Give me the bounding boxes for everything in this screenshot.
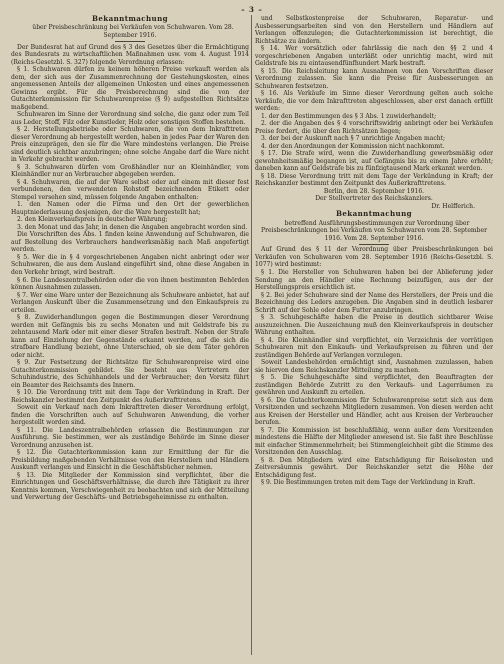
- signature-title: Der Stellvertreter des Reichskanzlers.: [315, 195, 433, 203]
- right-heading: Bekanntmachung: [335, 209, 413, 219]
- paragraph: § 12. Die Gutachterkommission kann zur Ermittlung der für die Preisbildung maßgebenden Verhältnisse von den Herstellern und Händlern Auskunft verlangen und Einsicht in die Geschäftsbücher nehmen.: [11, 449, 249, 472]
- signature-name: Dr. Helfferich.: [431, 202, 475, 210]
- paragraph: Der Bundesrat hat auf Grund des § 3 des Gesetzes über die Ermächtigung des Bundesrats zu wirtschaftlichen Maßnahmen usw. vom 4. August 1914 (Reichs-Gesetzbl. S. 327) folgende Verordnung erlassen:: [11, 43, 249, 66]
- paragraph: § 16. Als Verkäufe im Sinne dieser Verordnung gelten auch solche Verkäufe, die vor dem Inkrafttreten abgeschlossen, aber erst danach erfüllt werden:: [255, 90, 493, 113]
- paragraph: 1. der den Bestimmungen des § 3 Abs. 1 zuwiderhandelt;: [261, 112, 437, 120]
- paragraph: § 6. Die Gutachterkommission für Schuhwarenpreise setzt sich aus dem Vorsitzenden und sechzehn Mitgliedern zusammen. Von diesen werden acht aus Kreisen der Hersteller und Händler, acht aus Kreisen der Verbraucher berufen.: [255, 396, 493, 427]
- paragraph: § 17. Die Strafe wird, wenn die Zuwiderhandlung gewerbsmäßig oder gewohnheitsmäßig begangen ist, auf Gefängnis bis zu einem Jahre erhöht; daneben kann auf Geldstrafe bis zu fünfzigtausend Mark erkannt werden.: [255, 150, 493, 173]
- paragraph: 2. den Kleinverkaufspreis in deutscher Währung;: [17, 216, 168, 224]
- left-column: [11, 15, 249, 655]
- paragraph: § 10. Die Verordnung tritt mit dem Tage der Verkündung in Kraft. Der Reichskanzler bestimmt den Zeitpunkt des Außerkrafttretens.: [11, 389, 249, 404]
- paragraph: § 3. Schuhwaren dürfen vom Großhändler nur an Kleinhändler, vom Kleinhändler nur an Verbraucher abgegeben werden.: [11, 163, 249, 179]
- paragraph: 2. der die Angaben des § 4 vorschriftswidrig anbringt oder bei Verkäufen Preise fordert, die über den Richtsätzen liegen;: [255, 120, 493, 135]
- right-subheading: betreffend Ausführungsbestimmungen zur Verordnung über Preisbeschränkungen bei Verkäufen von Schuhwaren vom 28. September 1916. Vom 28. September 1916.: [261, 219, 487, 242]
- paragraph: § 15. Die Reichsleitung kann Ausnahmen von den Vorschriften dieser Verordnung zulassen. Sie kann die Preise für Ausbesserungen an Schuhwaren festsetzen.: [255, 67, 493, 90]
- paragraph: 3. der bei der Auskunft nach § 7 unrichtige Angaben macht;: [261, 135, 446, 143]
- paragraph: § 8. Zuwiderhandlungen gegen die Bestimmungen dieser Verordnung werden mit Gefängnis bis zu sechs Monaten und mit Geldstrafe bis zu zehntausend Mark oder mit einer dieser Strafen bestraft. Neben der Strafe kann auf Einziehung der Gegenstände erkannt werden, auf die sich die strafbare Handlung bezieht, ohne Unterschied, ob sie dem Täter gehören oder nicht.: [11, 314, 249, 359]
- right-intro-paragraphs: [255, 15, 493, 188]
- paragraph: § 8. Den Mitgliedern wird eine Entschädigung für Reisekosten und Zeitversäumnis gewährt. Der Reichskanzler setzt die Höhe der Entschädigung fest.: [255, 456, 493, 479]
- paragraph: § 2. Bei jeder Schuhware sind der Name des Herstellers, der Preis und die Bezeichnung des Leders anzugeben. Die Angaben sind in deutlich lesbarer Schrift auf der Sohle oder dem Futter anzubringen.: [255, 291, 493, 314]
- paragraph: § 3. Schuhgeschäfte haben die Preise in deutlich sichtbarer Weise auszuzeichnen. Die Auszeichnung muß den Kleinverkaufspreis in deutscher Währung enthalten.: [255, 314, 493, 337]
- paragraph: Schuhwaren im Sinne der Verordnung sind solche, die ganz oder zum Teil aus Leder, Stoff, Filz oder Kunstleder, Holz oder sonstigen Stoffen bestehen.: [11, 111, 249, 126]
- paragraph: § 1. Schuhwaren dürfen zu keinem höheren Preise verkauft werden als dem, der sich aus der Zusammenrechnung der Gestehungskosten, eines angemessenen Anteils der allgemeinen Unkosten und eines angemessenen Gewinns ergibt. Für die Preisberechnung sind die von der Gutachterkommission für Schuhwarenpreise (§ 9) aufgestellten Richtsätze maßgebend.: [11, 66, 249, 111]
- left-heading: Bekanntmachung: [91, 15, 169, 23]
- paragraph: 3. den Monat und das Jahr, in denen die Angaben angebracht worden sind.: [17, 223, 248, 231]
- paragraph: § 2. Herstellungsbetriebe oder Schuhwaren, die von dem Inkrafttreten dieser Verordnung ab hergestellt werden, haben in jedes Paar der Waren den Preis einzuprägen, den sie für die Ware mindestens verlangen. Die Preise sind deutlich sichtbar anzubringen; ohne solche Angabe darf die Ware nicht in Verkehr gebracht werden.: [11, 126, 249, 164]
- paragraph: § 7. Die Kommission ist beschlußfähig, wenn außer dem Vorsitzenden mindestens die Hälfte der Mitglieder anwesend ist. Sie faßt ihre Beschlüsse mit einfacher Stimmenmehrheit; bei Stimmengleichheit gibt die Stimme des Vorsitzenden den Ausschlag.: [255, 426, 493, 457]
- paragraph: § 6. Die Landeszentralbehörden oder die von ihnen bestimmten Behörden können Ausnahmen zulassen.: [11, 276, 249, 292]
- paragraph: § 4. Die Kleinhändler sind verpflichtet, ein Verzeichnis der vorrätigen Schuhwaren mit den Einkaufs- und Verkaufspreisen zu führen und der zuständigen Behörde auf Verlangen vorzulegen.: [255, 336, 493, 359]
- paragraph: Auf Grund des § 11 der Verordnung über Preisbeschränkungen bei Verkäufen von Schuhwaren vom 28. September 1916 (Reichs-Gesetzbl. S. 1077) wird bestimmt:: [255, 246, 493, 269]
- paragraph: § 13. Die Mitglieder der Kommission sind verpflichtet, über die Einrichtungen und Geschäftsverhältnisse, die durch ihre Tätigkeit zu ihrer Kenntnis kommen, Verschwiegenheit zu beobachten und sich der Mitteilung und Verwertung der Geschäfts- und Betriebsgeheimnisse zu enthalten.: [11, 471, 249, 502]
- paragraph: § 11. Die Landeszentralbehörden erlassen die Bestimmungen zur Ausführung. Sie bestimmen, wer als zuständige Behörde im Sinne dieser Verordnung anzusehen ist.: [11, 426, 249, 449]
- paragraph: und Selbstkostenpreise der Schuhwaren, Reparatur- und Ausbesserungsarbeiten sind von den Herstellern und Händlern auf Verlangen offenzulegen; die Gutachterkommission ist berechtigt, die Richtsätze zu ändern.: [255, 15, 493, 45]
- page-number: – 3 –: [241, 5, 263, 14]
- left-subheading: über Preisbeschränkung bei Verkäufen von Schuhwaren. Vom 28. September 1916.: [32, 24, 234, 39]
- dateline: Berlin, den 28. September 1916.: [323, 187, 425, 195]
- right-paragraphs: [255, 246, 493, 487]
- heading-divider: [115, 41, 145, 42]
- paragraph: Soweit ein Verkauf nach dem Inkrafttreten dieser Verordnung erfolgt, finden die Vorschriften auch auf Schuhwaren Anwendung, die vorher hergestellt worden sind.: [11, 404, 249, 427]
- paragraph: 1. den Namen oder die Firma und den Ort der gewerblichen Hauptniederlassung desjenigen, der die Ware hergestellt hat;: [11, 201, 249, 216]
- paragraph: § 1. Die Hersteller von Schuhwaren haben bei der Ablieferung jeder Sendung an den Händler eine Rechnung beizufügen, aus der der Herstellungspreis ersichtlich ist.: [255, 269, 493, 292]
- column-divider: [251, 15, 252, 655]
- paragraph: § 14. Wer vorsätzlich oder fahrlässig die nach den §§ 2 und 4 vorgeschriebenen Angaben unterläßt oder unrichtig macht, wird mit Geldstrafe bis zu eintausendfünfhundert Mark bestraft.: [255, 45, 493, 68]
- left-paragraphs: [11, 44, 249, 502]
- paragraph: § 4. Schuhwaren, die auf der Ware selbst oder auf einem mit dieser fest verbundenen, den verwendeten Rohstoff bezeichnenden Etikett oder Stempel versehen sind, müssen folgende Angaben enthalten:: [11, 178, 249, 201]
- paragraph: Soweit Landesbehörden ermächtigt sind, Ausnahmen zuzulassen, haben sie hiervon dem Reichskanzler Mitteilung zu machen.: [255, 359, 493, 374]
- paragraph: § 18. Diese Verordnung tritt mit dem Tage der Verkündung in Kraft; der Reichskanzler bestimmt den Zeitpunkt des Außerkrafttretens.: [255, 172, 493, 188]
- paragraph: 4. der den Anordnungen der Kommission nicht nachkommt.: [261, 142, 445, 150]
- paragraph: § 5. Wer die in § 4 vorgeschriebenen Angaben nicht anbringt oder wer Schuhwaren, die aus dem Ausland eingeführt sind, ohne diese Angaben in den Verkehr bringt, wird bestraft.: [11, 253, 249, 276]
- paragraph: § 9. Die Bestimmungen treten mit dem Tage der Verkündung in Kraft.: [261, 479, 476, 487]
- paragraph: § 7. Wer eine Ware unter der Bezeichnung als Schuhware anbietet, hat auf Verlangen Auskunft über die Zusammensetzung und den Einkaufspreis zu erteilen.: [11, 291, 249, 314]
- paragraph: § 9. Zur Festsetzung der Richtsätze für Schuhwarenpreise wird eine Gutachterkommission gebildet. Sie besteht aus Vertretern der Schuhindustrie, des Schuhhandels und der Verbraucher; den Vorsitz führt ein Beamter des Reichsamts des Innern.: [11, 359, 249, 389]
- paragraph: Die Vorschriften des Abs. 1 finden keine Anwendung auf Schuhwaren, die auf Bestellung des Verbrauchers handwerksmäßig nach Maß angefertigt werden.: [11, 231, 249, 254]
- heading-divider: [359, 244, 389, 245]
- right-column: [255, 15, 493, 655]
- paragraph: § 5. Die Schuhgeschäfte sind verpflichtet, den Beauftragten der zuständigen Behörde Zutritt zu den Verkaufs- und Lagerräumen zu gewähren und Auskunft zu erteilen.: [255, 374, 493, 397]
